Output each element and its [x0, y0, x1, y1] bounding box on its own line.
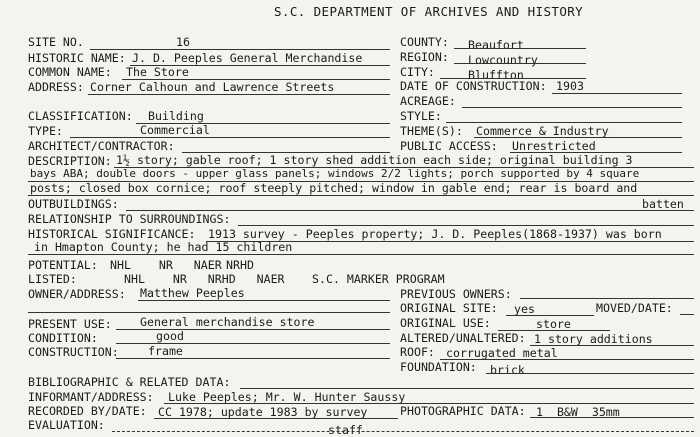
public-access-label: PUBLIC ACCESS: [400, 139, 498, 153]
style-label: STYLE: [400, 109, 442, 123]
underline [28, 312, 390, 313]
underline [28, 195, 694, 196]
present-use-value: General merchandise store [140, 315, 315, 329]
architect-label: ARCHITECT/CONTRACTOR: [28, 139, 175, 153]
underline [126, 210, 694, 211]
bibliographic-label: BIBLIOGRAPHIC & RELATED DATA: [28, 375, 231, 389]
classification-value: Building [148, 109, 204, 123]
description-line-1: 1½ story; gable roof; 1 story shed addition each side; original building 3 [116, 153, 633, 167]
underline [70, 137, 390, 138]
county-label: COUNTY: [400, 35, 449, 49]
original-site-value: yes [514, 302, 535, 316]
type-value: Commercial [140, 123, 210, 137]
evaluation-label: EVALUATION: [28, 418, 105, 432]
address-label: ADDRESS: [28, 80, 84, 94]
present-use-label: PRESENT USE: [28, 317, 112, 331]
listed-options: NHL NR NRHD NAER [124, 272, 285, 286]
classification-label: CLASSIFICATION: [28, 109, 133, 123]
condition-label: CONDITION: [28, 331, 98, 345]
underline [440, 359, 694, 360]
potential-options: NHL NR NAER [110, 258, 222, 272]
underline [88, 94, 390, 95]
underline [454, 63, 586, 64]
altered-label: ALTERED/UNALTERED: [400, 331, 526, 345]
address-value: Corner Calhoun and Lawrence Streets [90, 80, 335, 94]
underline [486, 373, 694, 374]
description-label: DESCRIPTION: [28, 154, 112, 168]
underline [446, 122, 682, 123]
construction-label: CONSTRUCTION: [28, 345, 119, 359]
public-access-value: Unrestricted [512, 139, 596, 153]
type-label: TYPE: [28, 124, 63, 138]
listed-label: LISTED: [28, 272, 77, 286]
roof-label: ROOF: [400, 345, 435, 359]
page-title: S.C. DEPARTMENT OF ARCHIVES AND HISTORY [274, 4, 584, 19]
moved-date-label: MOVED/DATE: [596, 301, 673, 315]
foundation-label: FOUNDATION: [400, 360, 477, 374]
historical-significance-line-2: in Hmapton County; he had 15 children [34, 240, 293, 254]
underline [530, 417, 694, 418]
underline [680, 314, 694, 315]
description-line-4: batten [642, 197, 684, 211]
underline [520, 298, 694, 299]
owner-address-value: Matthew Peeples [140, 286, 245, 300]
underline [138, 300, 390, 301]
marker-program: S.C. MARKER PROGRAM [312, 272, 445, 286]
common-name-value: The Store [126, 65, 189, 79]
owner-address-label: OWNER/ADDRESS: [28, 287, 126, 301]
site-no-value: 16 [176, 35, 190, 49]
historic-name-label: HISTORIC NAME: [28, 51, 126, 65]
condition-value: good [156, 329, 184, 343]
informant-label: INFORMANT/ADDRESS: [28, 390, 154, 404]
underline [154, 418, 398, 419]
relationship-label: RELATIONSHIP TO SURROUNDINGS: [28, 212, 231, 226]
recorded-by-label: RECORDED BY/DATE: [28, 404, 147, 418]
underline [240, 388, 694, 389]
historical-significance-label: HISTORICAL SIGNIFICANCE: [28, 227, 196, 241]
previous-owners-label: PREVIOUS OWNERS: [400, 287, 512, 301]
acreage-label: ACREAGE: [400, 94, 456, 108]
original-use-value: store [536, 317, 571, 331]
altered-value: 1 story additions [534, 332, 653, 346]
underline [238, 225, 694, 226]
description-line-3: posts; closed box cornice; roof steeply pitched; window in gable end; rear is board and [30, 181, 638, 195]
city-label: CITY: [400, 65, 435, 79]
informant-value: Luke Peeples; Mr. W. Hunter Saussy [168, 390, 406, 404]
underline [474, 137, 682, 138]
original-use-label: ORIGINAL USE: [400, 316, 491, 330]
underline [462, 107, 682, 108]
county-value: Beaufort [468, 38, 524, 52]
recorded-by-value-line-2: staff [328, 423, 363, 437]
foundation-value: brick [490, 363, 525, 377]
description-line-2: bays ABA; double doors - upper glass panels; windows 2/2 lights; porch supported by 4 square [30, 167, 640, 180]
potential-label: POTENTIAL: [28, 258, 98, 272]
historic-name-value: J. D. Peeples General Merchandise [132, 51, 363, 65]
outbuildings-label: OUTBUILDINGS: [28, 197, 119, 211]
themes-label: THEME(S): [400, 124, 463, 138]
recorded-by-value: CC 1978; update 1983 by survey [158, 405, 368, 419]
underline [116, 358, 390, 359]
potential-nrhd: NRHD [226, 258, 254, 272]
underline [90, 49, 390, 50]
city-value: Bluffton [468, 68, 524, 82]
historical-significance-line-1: 1913 survey - Peeples property; J. D. Peeples(1868-1937) was born [208, 227, 662, 241]
region-label: REGION: [400, 50, 449, 64]
photographic-data-value: 1 B&W 35mm [536, 405, 620, 419]
underline [112, 431, 694, 432]
site-no-label: SITE NO. [28, 35, 84, 49]
roof-value: corrugated metal [446, 346, 558, 360]
underline [454, 48, 586, 49]
common-name-label: COMMON NAME: [28, 65, 112, 79]
photographic-data-label: PHOTOGRAPHIC DATA: [400, 404, 526, 418]
construction-value: frame [148, 344, 183, 358]
themes-value: Commerce & Industry [476, 124, 609, 138]
underline [552, 93, 682, 94]
date-of-construction-label: DATE OF CONSTRUCTION: [400, 79, 547, 93]
date-of-construction-value: 1903 [556, 79, 584, 93]
underline [28, 254, 694, 255]
region-value: Lowcountry [468, 53, 538, 67]
original-site-label: ORIGINAL SITE: [400, 301, 498, 315]
underline [506, 315, 594, 316]
